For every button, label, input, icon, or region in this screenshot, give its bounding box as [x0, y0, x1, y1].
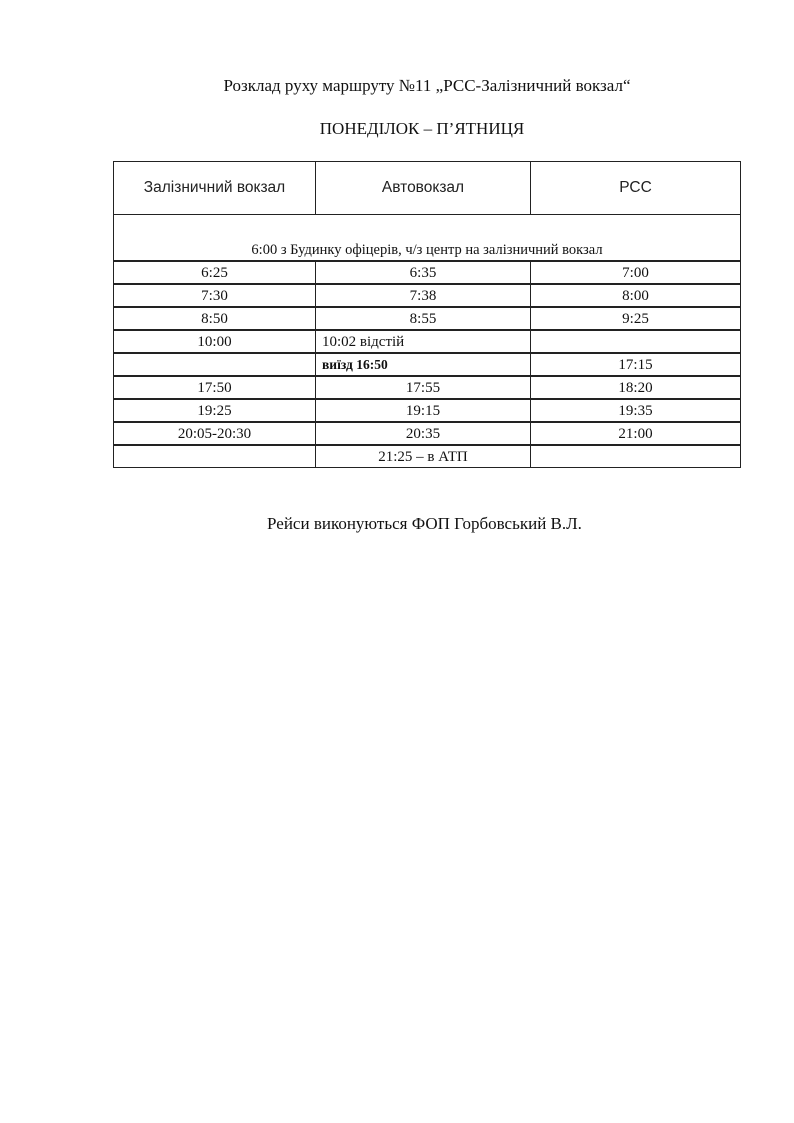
table-row	[114, 445, 741, 468]
table-cell	[531, 445, 741, 468]
table-cell	[114, 445, 316, 468]
table-row	[114, 261, 741, 284]
table-cell: 10:00	[114, 330, 316, 353]
table-row	[114, 307, 741, 330]
table-cell	[531, 330, 741, 353]
table-cell: 10:02 відстій	[316, 330, 531, 353]
table-cell: 8:55	[316, 307, 531, 330]
table-cell: 19:35	[531, 399, 741, 422]
page-title: Розклад руху маршруту №11 „РСС-Залізничний вокзал“	[223, 76, 631, 95]
table-cell: виїзд 16:50	[316, 353, 531, 376]
header-rss: РСС	[531, 162, 741, 215]
table-row	[114, 376, 741, 399]
table-cell: 19:15	[316, 399, 531, 422]
table-cell: 20:35	[316, 422, 531, 445]
table-header-row	[114, 162, 741, 215]
table-note-row	[114, 215, 741, 262]
table-row	[114, 353, 741, 376]
table-cell: 7:00	[531, 261, 741, 284]
days-heading: ПОНЕДІЛОК – П’ЯТНИЦЯ	[319, 119, 525, 138]
table-cell: 7:38	[316, 284, 531, 307]
table-row	[114, 399, 741, 422]
operator-note: Рейси виконуються ФОП Горбовський В.Л.	[267, 514, 582, 533]
schedule-table	[113, 161, 741, 468]
table-cell: 8:50	[114, 307, 316, 330]
table-cell: 17:55	[316, 376, 531, 399]
table-cell: 17:50	[114, 376, 316, 399]
table-row	[114, 284, 741, 307]
table-cell	[114, 353, 316, 376]
table-cell: 8:00	[531, 284, 741, 307]
table-cell: 21:25 – в АТП	[316, 445, 531, 468]
table-cell: 21:00	[531, 422, 741, 445]
table-cell: 6:25	[114, 261, 316, 284]
header-railway-station: Залізничний вокзал	[114, 162, 316, 215]
table-cell: 20:05-20:30	[114, 422, 316, 445]
departure-note: 6:00 з Будинку офіцерів, ч/з центр на залізничний вокзал	[114, 215, 741, 262]
table-row	[114, 422, 741, 445]
table-cell: 19:25	[114, 399, 316, 422]
table-cell: 17:15	[531, 353, 741, 376]
table-row	[114, 330, 741, 353]
header-bus-station: Автовокзал	[316, 162, 531, 215]
table-cell: 18:20	[531, 376, 741, 399]
table-cell: 6:35	[316, 261, 531, 284]
table-cell: 9:25	[531, 307, 741, 330]
table-cell: 7:30	[114, 284, 316, 307]
